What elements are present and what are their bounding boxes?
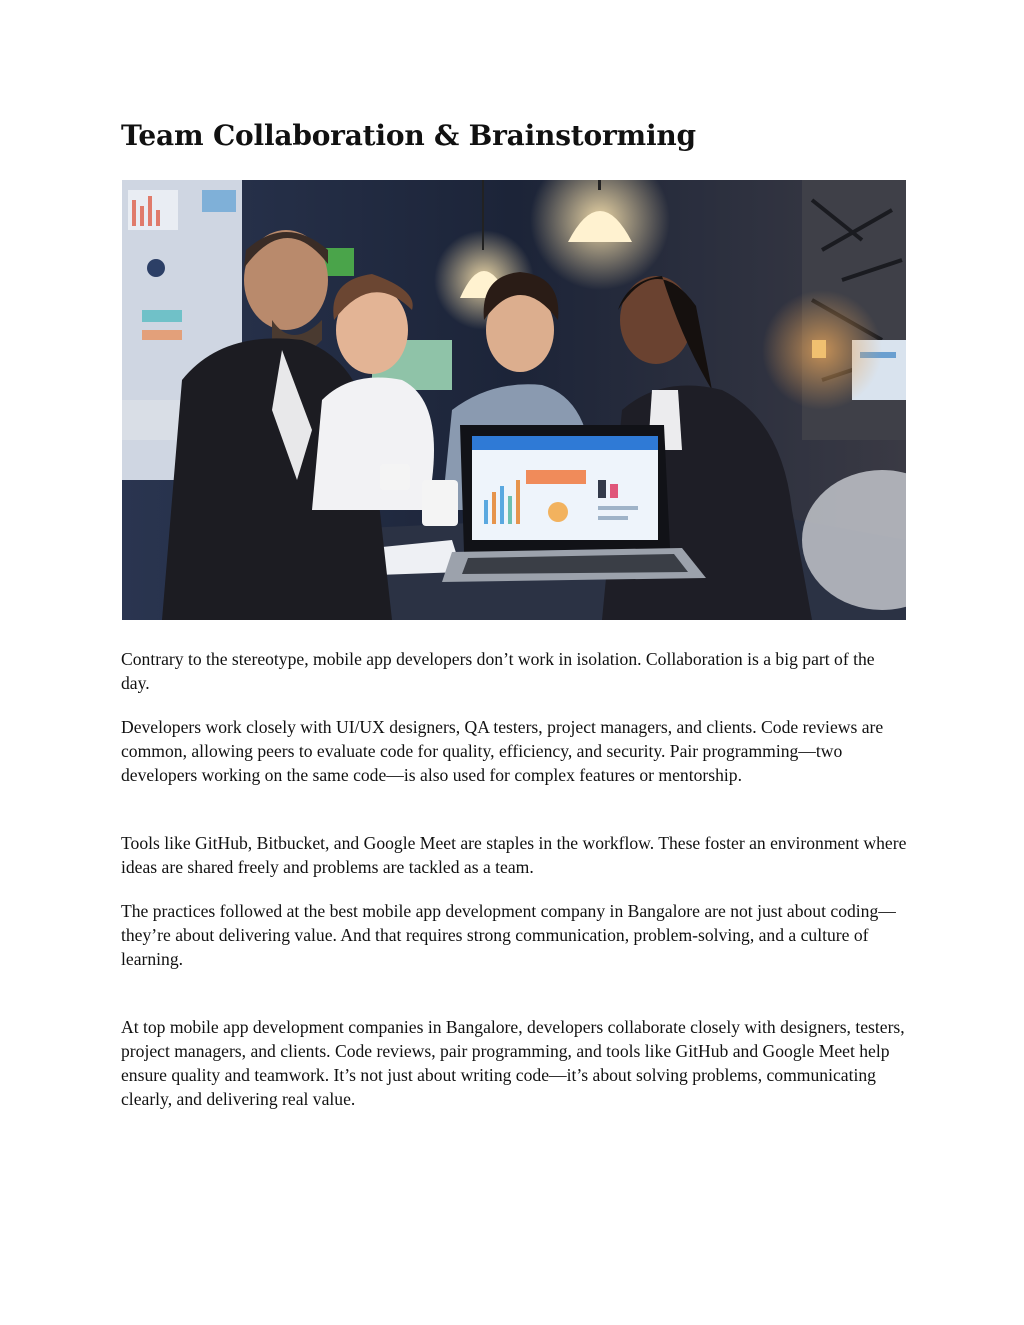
paragraph-summary: At top mobile app development companies in Bangalore, developers collaborate closely with designers, testers, project managers, and clients. Code reviews, pair programming, and tools like GitHub and Google Meet help ensure quality and teamwork. It’s not just about writing code—it’s about solving problems, communicating clearly, and delivering real value. xyxy=(121,1017,905,1109)
team-meeting-photo xyxy=(122,180,906,620)
paragraph-intro: Contrary to the stereotype, mobile app developers don’t work in isolation. Collaboration is a big part of the day. xyxy=(121,649,875,693)
paragraph-practices: The practices followed at the best mobile app development company in Bangalore are not just about coding—they’re about delivering value. And that requires strong communication, problem-solving, and a culture of learning. xyxy=(121,901,896,969)
paragraph-tools: Tools like GitHub, Bitbucket, and Google Meet are staples in the workflow. These foster an environment where ideas are shared freely and problems are tackled as a team. xyxy=(121,833,907,877)
page-title: Team Collaboration & Brainstorming xyxy=(121,119,696,152)
paragraph-collaboration: Developers work closely with UI/UX designers, QA testers, project managers, and clients. Code reviews are common, allowing peers to evaluate code for quality, efficiency, and security. Pair programming—two developers working on the same code—is also used for complex features or mentorship. xyxy=(121,717,884,785)
team-meeting-illustration xyxy=(122,180,906,620)
